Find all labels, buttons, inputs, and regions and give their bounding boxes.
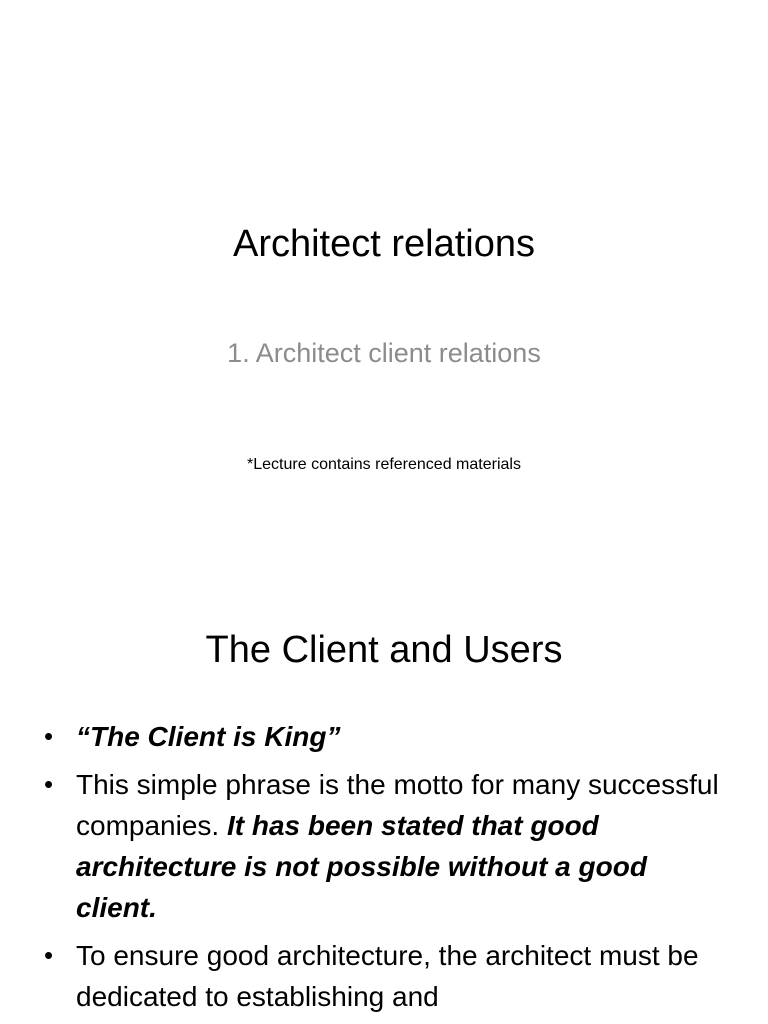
bullet-item [40, 764, 730, 928]
bullet-icon: • [44, 769, 54, 799]
slide-note: *Lecture contains referenced materials [247, 456, 521, 473]
bullet-icon: • [44, 721, 54, 751]
content-slide [0, 576, 768, 1024]
bullet-list [40, 716, 730, 1024]
bullet-item [40, 716, 730, 757]
slide-subtitle: 1. Architect client relations [227, 338, 541, 368]
bullet-emphasis: “The Client is King” [76, 721, 341, 752]
bullet-icon: • [44, 940, 54, 970]
slide-title: The Client and Users [205, 629, 563, 671]
bullet-text: To ensure good architecture, the architect must be dedicated to establishing and [76, 940, 699, 1012]
bullet-emphasis: It has been stated that good architecture is not possible without a good client. [76, 810, 647, 923]
bullet-item [40, 935, 730, 1017]
bullet-text: This simple phrase is the motto for many successful companies. [76, 769, 719, 841]
slide-title: Architect relations [232, 223, 535, 265]
